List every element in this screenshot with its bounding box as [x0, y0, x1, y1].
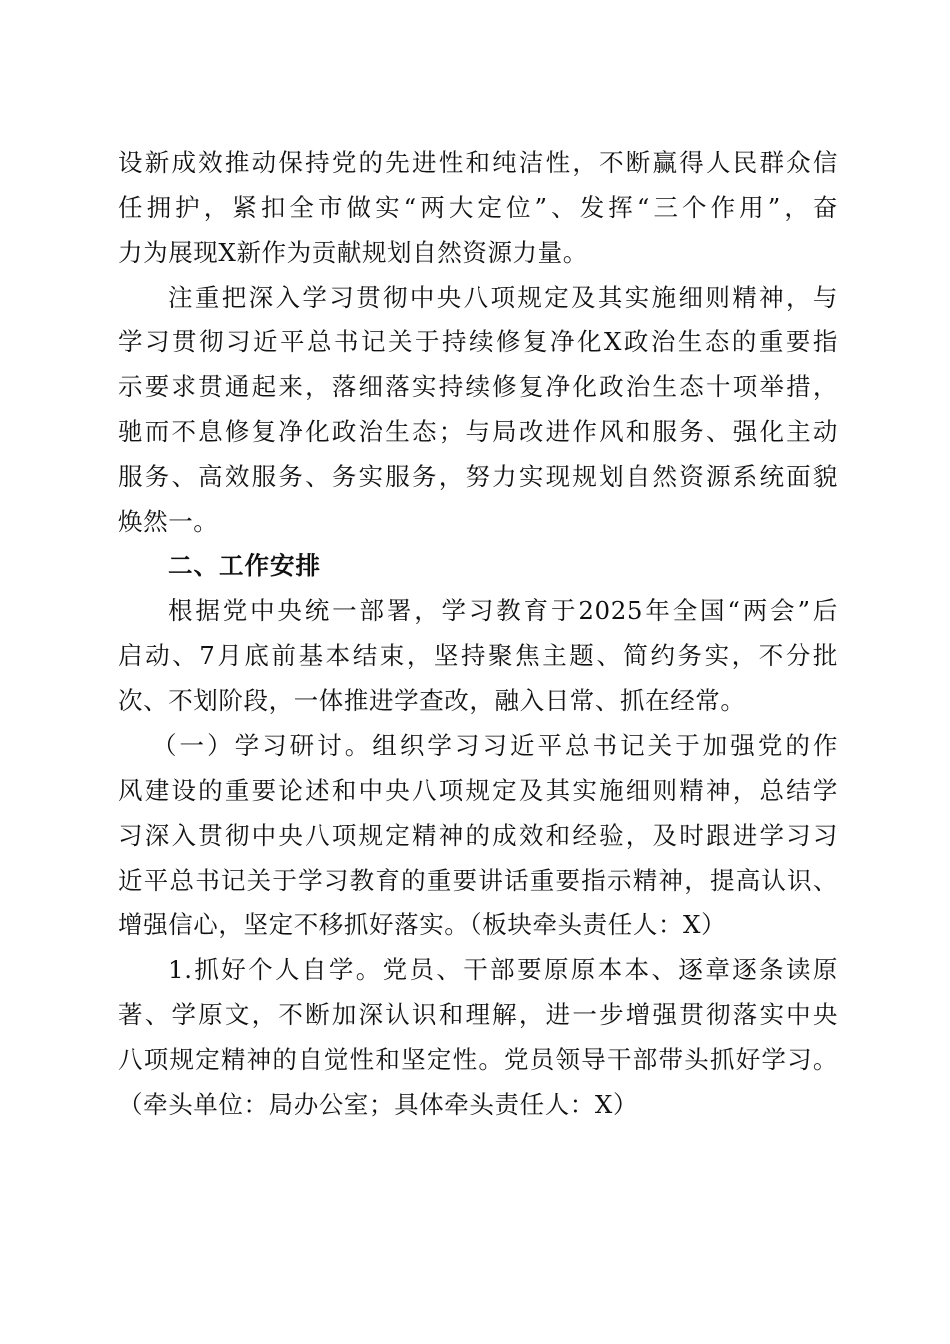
- paragraph-3-line-1: 根据党中央统一部署，学习教育于2025年全国“两会”后: [168, 596, 838, 625]
- paragraph-3-line-3: 次、不划阶段，一体推进学查改，融入日常、抓在经常。: [118, 686, 746, 715]
- paragraph-2-line-2: 学习贯彻习近平总书记关于持续修复净化X政治生态的重要指: [118, 327, 838, 356]
- paragraph-5-line-1: 1.抓好个人自学。党员、干部要原原本本、逐章逐条读原: [168, 955, 838, 984]
- paragraph-2-line-3: 示要求贯通起来，落细落实持续修复净化政治生态十项举措，: [118, 372, 838, 401]
- paragraph-1-line-1: 设新成效推动保持党的先进性和纯洁性，不断赢得人民群众信: [118, 148, 838, 177]
- section-heading-work-arrangement: 二、工作安排: [168, 551, 321, 580]
- paragraph-3-line-2: 启动、7月底前基本结束，坚持聚焦主题、简约务实，不分批: [118, 641, 838, 670]
- paragraph-4-line-5: 增强信心，坚定不移抓好落实。（板块牵头责任人：X）: [118, 910, 727, 939]
- paragraph-5-line-4: （牵头单位：局办公室；具体牵头责任人：X）: [118, 1090, 639, 1119]
- paragraph-2-line-6: 焕然一。: [118, 507, 219, 536]
- paragraph-1-line-2: 任拥护，紧扣全市做实“两大定位”、发挥“三个作用”，奋: [118, 193, 838, 222]
- paragraph-2-line-1: 注重把深入学习贯彻中央八项规定及其实施细则精神，与: [168, 283, 838, 312]
- paragraph-5-line-3: 八项规定精神的自觉性和坚定性。党员领导干部带头抓好学习。: [118, 1045, 838, 1074]
- paragraph-4-line-4: 近平总书记关于学习教育的重要讲话重要指示精神，提高认识、: [118, 866, 838, 895]
- paragraph-2-line-5: 服务、高效服务、务实服务，努力实现规划自然资源系统面貌: [118, 462, 838, 491]
- paragraph-5-line-2: 著、学原文，不断加深认识和理解，进一步增强贯彻落实中央: [118, 1000, 838, 1029]
- paragraph-4-line-2: 风建设的重要论述和中央八项规定及其实施细则精神，总结学: [118, 776, 838, 805]
- paragraph-4-line-3: 习深入贯彻中央八项规定精神的成效和经验，及时跟进学习习: [118, 821, 838, 850]
- paragraph-2-line-4: 驰而不息修复净化政治生态；与局改进作风和服务、强化主动: [118, 417, 838, 446]
- paragraph-4-line-1: （一）学习研讨。组织学习习近平总书记关于加强党的作: [152, 731, 838, 760]
- paragraph-1-line-3: 力为展现X新作为贡献规划自然资源力量。: [118, 238, 588, 267]
